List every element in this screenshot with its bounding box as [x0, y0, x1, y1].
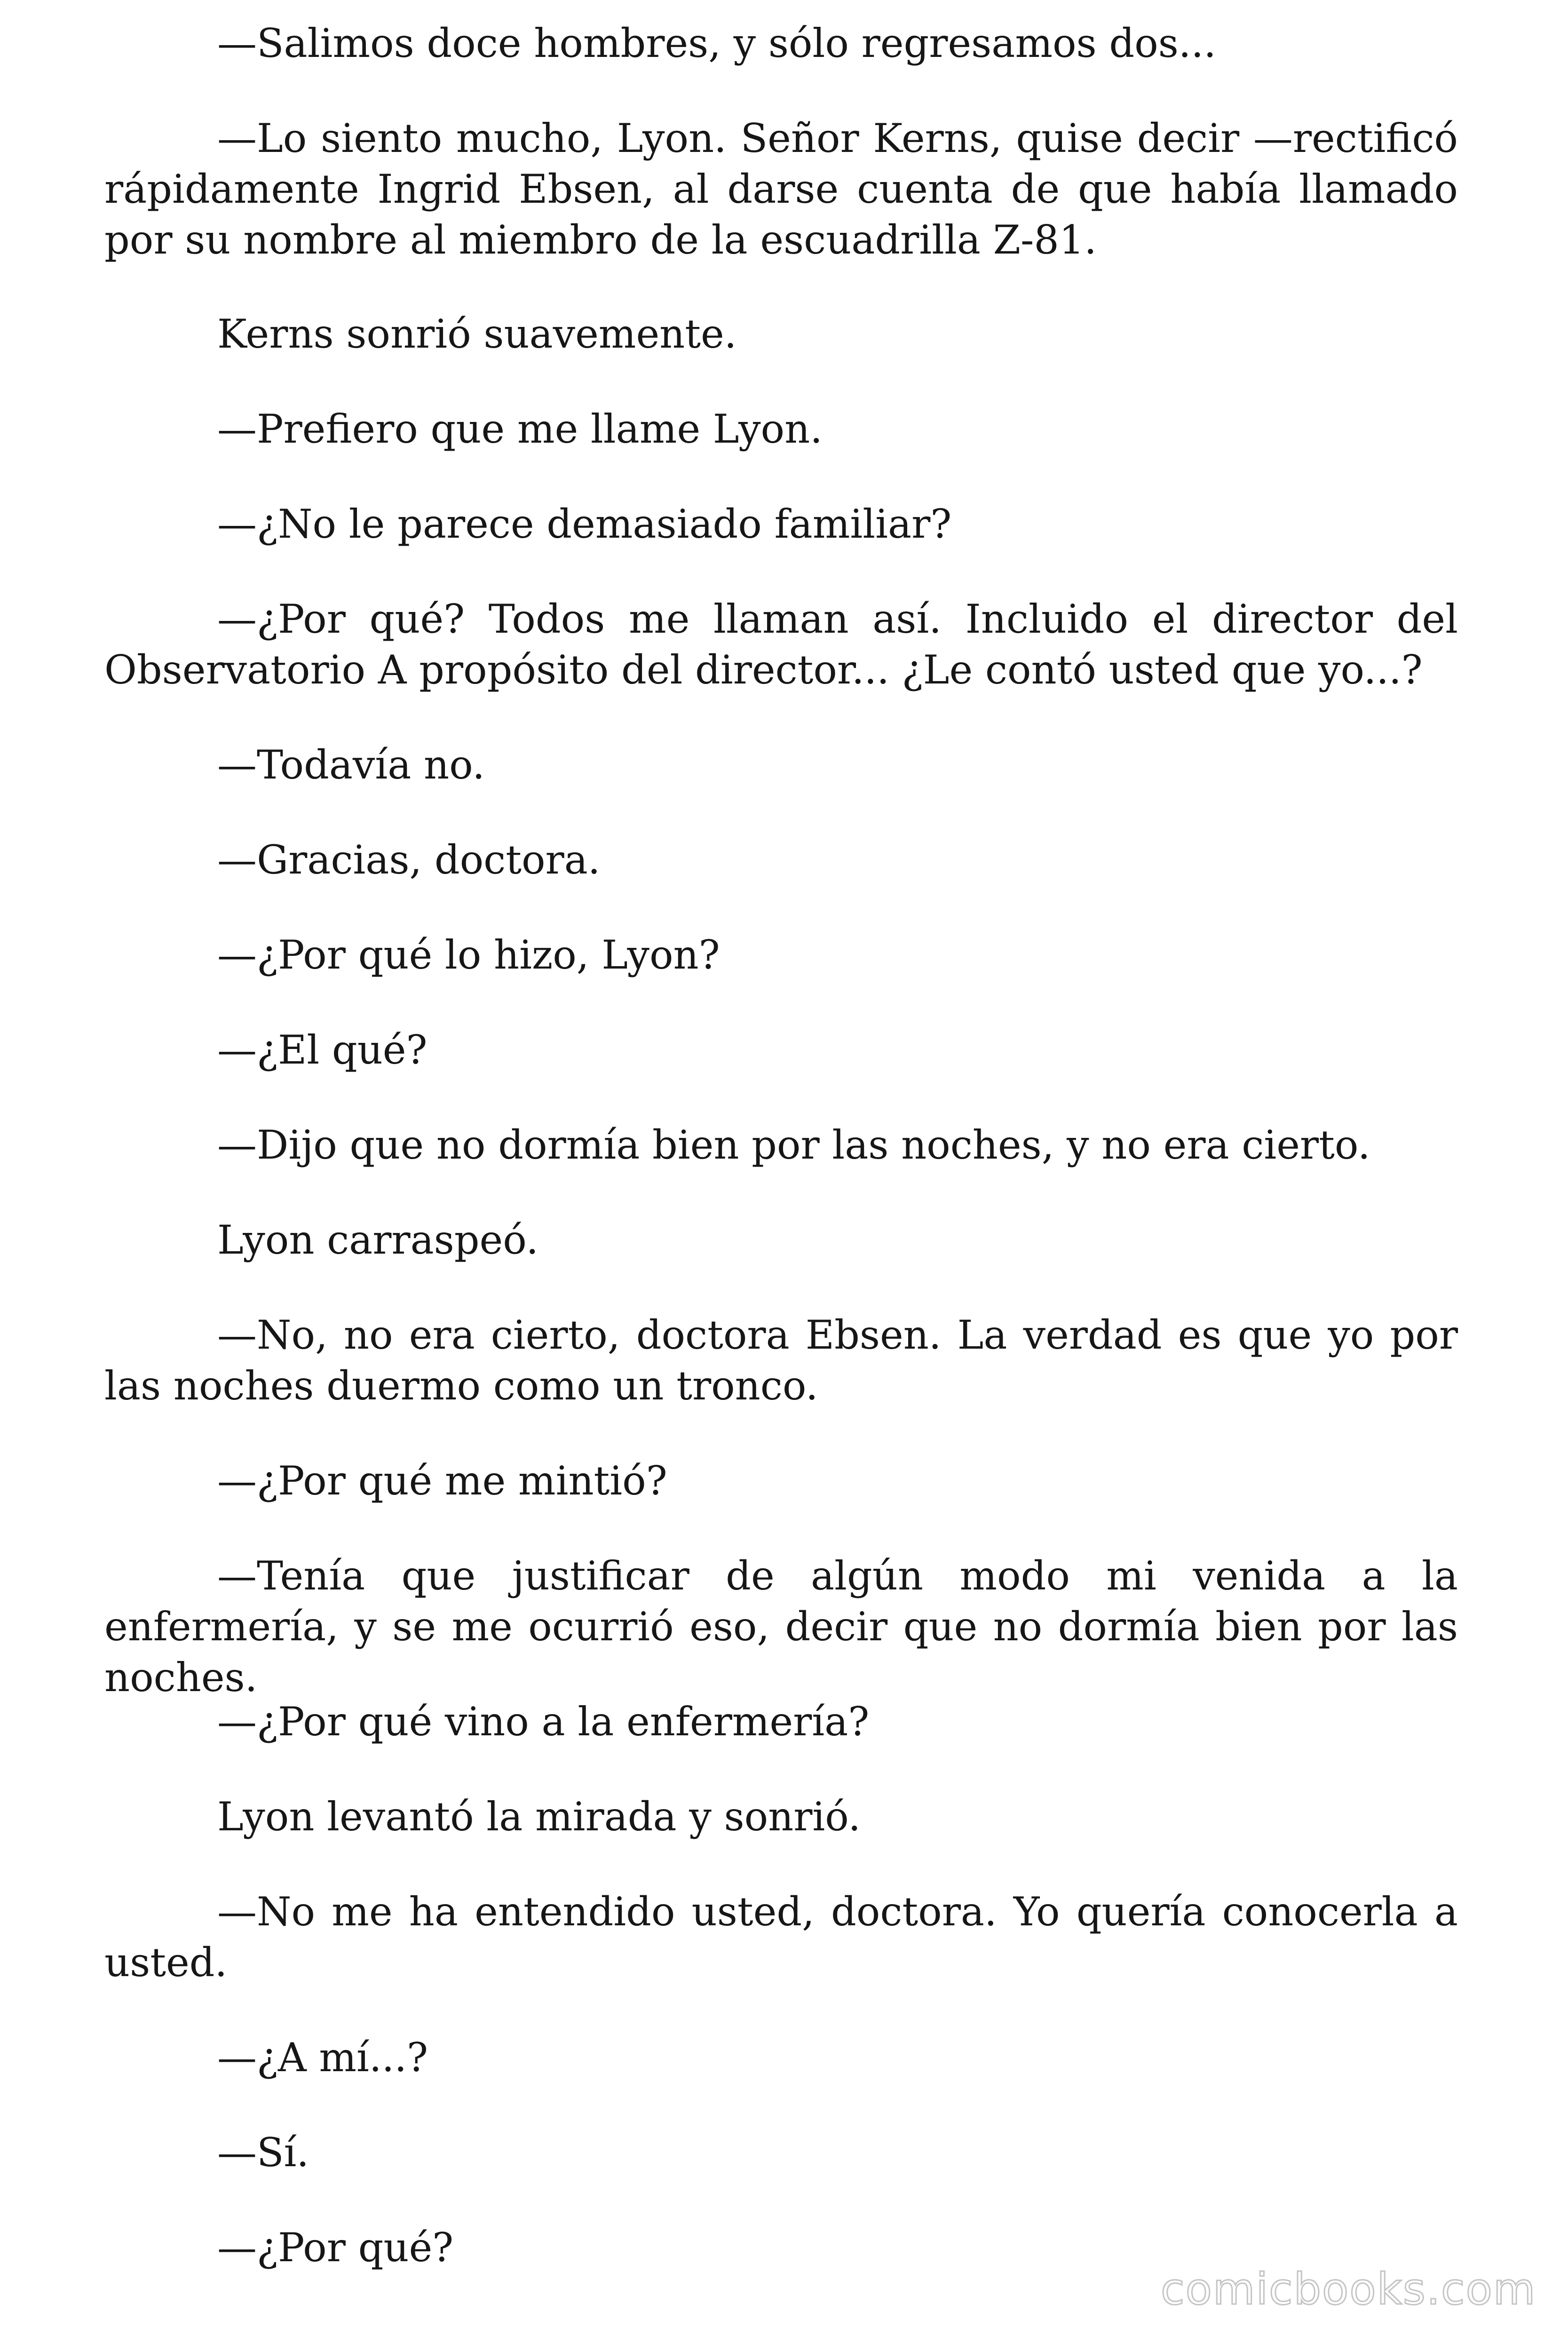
paragraph-2: —Lo siento mucho, Lyon. Señor Kerns, quise decir —rectificó rápidamente Ingrid Ebsen, al darse cuenta de que había llamado por su nombre al miembro de la escuadrilla Z-81.: [104, 115, 1458, 263]
paragraph-3: Kerns sonrió suavemente.: [217, 311, 737, 357]
paragraph-9: —¿Por qué lo hizo, Lyon?: [217, 932, 720, 978]
paragraph-7: —Todavía no.: [217, 742, 485, 788]
paragraph-21: —¿Por qué?: [217, 2225, 454, 2271]
paragraph-11: —Dijo que no dormía bien por las noches, y no era cierto.: [217, 1122, 1370, 1168]
paragraph-16: —¿Por qué vino a la enfermería?: [217, 1699, 870, 1745]
paragraph-14: —¿Por qué me mintió?: [217, 1458, 667, 1504]
paragraph-13: —No, no era cierto, doctora Ebsen. La verdad es que yo por las noches duermo como un tronco.: [104, 1312, 1458, 1409]
watermark-logo: comicbooks.com: [1161, 2264, 1536, 2314]
paragraph-6: —¿Por qué? Todos me llaman así. Incluido el director del Observatorio A propósito del director... ¿Le contó usted que yo...?: [104, 596, 1458, 693]
paragraph-8: —Gracias, doctora.: [217, 837, 601, 883]
paragraph-20: —Sí.: [217, 2130, 309, 2176]
paragraph-10: —¿El qué?: [217, 1027, 428, 1073]
paragraph-15: —Tenía que justificar de algún modo mi venida a la enfermería, y se me ocurrió eso, decir que no dormía bien por las noches.: [104, 1553, 1458, 1700]
paragraph-4: —Prefiero que me llame Lyon.: [217, 406, 823, 452]
paragraph-19: —¿A mí...?: [217, 2034, 428, 2081]
paragraph-12: Lyon carraspeó.: [217, 1217, 539, 1263]
paragraph-17: Lyon levantó la mirada y sonrió.: [217, 1794, 861, 1840]
paragraph-5: —¿No le parece demasiado familiar?: [217, 501, 952, 547]
paragraph-1: —Salimos doce hombres, y sólo regresamos dos...: [217, 20, 1216, 66]
paragraph-18: —No me ha entendido usted, doctora. Yo quería conocerla a usted.: [104, 1889, 1458, 1986]
